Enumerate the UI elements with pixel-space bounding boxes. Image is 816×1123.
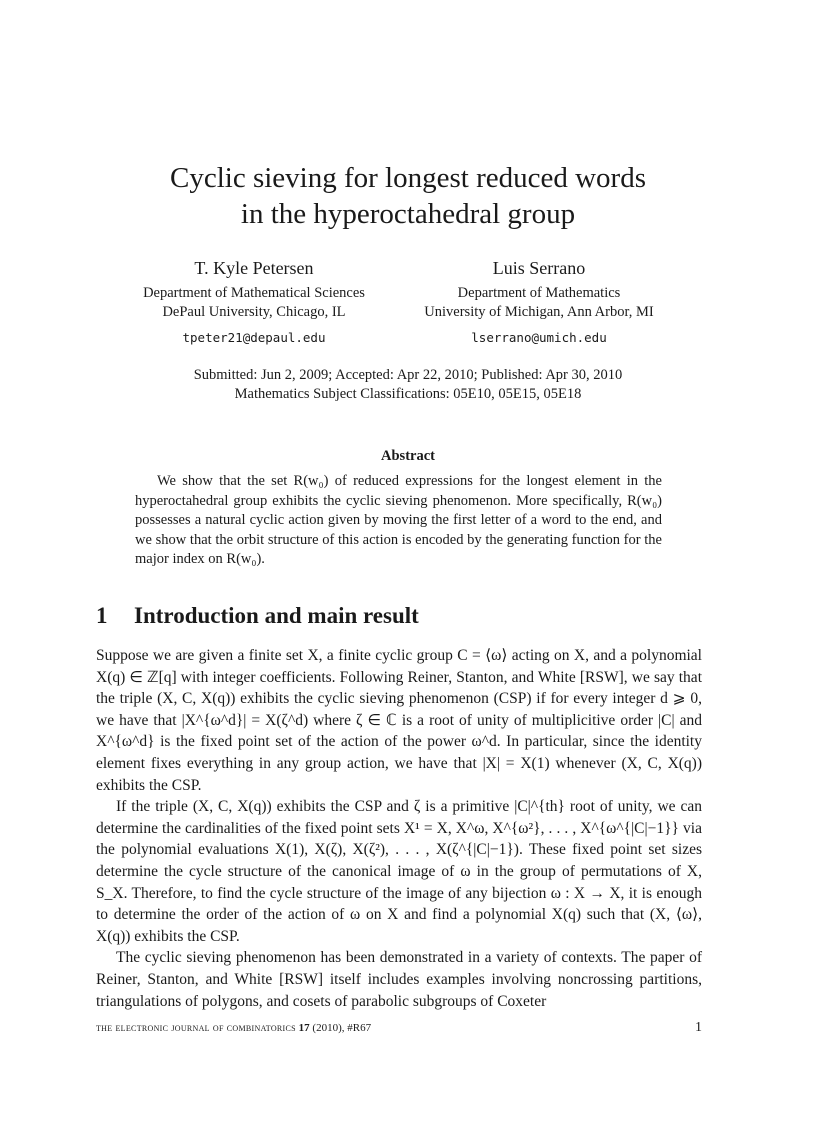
author-petersen xyxy=(104,256,404,345)
subject-classifications: Mathematics Subject Classifications: 05E10, 05E15, 05E18 xyxy=(234,386,582,402)
abstract-heading: Abstract xyxy=(381,448,435,464)
journal-issue: (2010), #R67 xyxy=(312,1022,372,1034)
page-number: 1 xyxy=(695,1020,702,1035)
author-email[interactable]: tpeter21@depaul.edu xyxy=(182,330,326,345)
author-serrano xyxy=(389,256,689,345)
page-footer xyxy=(96,1022,702,1034)
author-inst: DePaul University, Chicago, IL xyxy=(162,304,346,320)
author-name: T. Kyle Petersen xyxy=(194,258,314,278)
paragraph: The cyclic sieving phenomenon has been demonstrated in a variety of contexts. The paper of Reiner, Stanton, and White [RSW] itself includes examples involving noncrossing partitions, triangulations of polygons, and cosets of parabolic subgroups of Coxeter xyxy=(96,949,702,1010)
section-heading xyxy=(96,603,720,629)
journal-name: the electronic journal of combinatorics xyxy=(96,1022,296,1034)
abstract-text: We show that the set R(w₀) of reduced expressions for the longest element in the hyperoctahedral group exhibits the cyclic sieving phenomenon. More specifically, R(w₀) possesses a natural cyclic action given by moving the first letter of a word to the end, and we show that the orbit structure of this action is encoded by the generating function for the major index on R(w₀). xyxy=(135,473,662,567)
author-affiliation xyxy=(104,284,404,322)
author-email[interactable]: lserrano@umich.edu xyxy=(471,330,607,345)
submission-dates: Submitted: Jun 2, 2009; Accepted: Apr 22, 2010; Published: Apr 30, 2010 xyxy=(193,367,623,383)
author-affiliation xyxy=(389,284,689,322)
author-inst: University of Michigan, Ann Arbor, MI xyxy=(424,304,654,320)
author-dept: Department of Mathematics xyxy=(457,285,621,301)
author-name: Luis Serrano xyxy=(492,258,586,278)
body-text xyxy=(96,645,702,1012)
paragraph: Suppose we are given a finite set X, a finite cyclic group C = ⟨ω⟩ acting on X, and a polynomial X(q) ∈ ℤ[q] with integer coefficients. Following Reiner, Stanton, and White [RSW], we say that the triple (X, C, X(q)) exhibits the cyclic sieving phenomenon (CSP) if for every integer d ⩾ 0, we have that |X^{ω^d}| = X(ζ^d) where ζ ∈ ℂ is a root of unity of multiplicitive order |C| and X^{ω^d} is the fixed point set of the action of the power ω^d. In particular, since the identity element fixes everything in any group action, we have that |X| = X(1) whenever (X, C, X(q)) exhibits the CSP. xyxy=(96,647,702,794)
title-line-2: in the hyperoctahedral group xyxy=(240,198,576,230)
paragraph: If the triple (X, C, X(q)) exhibits the CSP and ζ is a primitive |C|^{th} root of unity, we can determine the cardinalities of the fixed point sets X¹ = X, X^ω, X^{ω²}, . . . , X^{ω^{|C|−1}} via the polynomial evaluations X(1), X(ζ), X(ζ²), . . . , X(ζ^{|C|−1}). These fixed point set sizes determine the cycle structure of the canonical image of ω in the group of permutations of X, S_X. Therefore, to find the cycle structure of the image of any bijection ω : X → X, it is enough to determine the order of the action of ω on X and find a polynomial X(q) such that (X, ⟨ω⟩, X(q)) exhibits the CSP. xyxy=(96,798,702,945)
section-number: 1 xyxy=(96,603,108,628)
paper-title xyxy=(0,160,816,232)
journal-volume: 17 xyxy=(298,1022,310,1034)
publication-info xyxy=(0,366,816,404)
author-dept: Department of Mathematical Sciences xyxy=(143,285,365,301)
section-title: Introduction and main result xyxy=(134,603,419,628)
title-line-1: Cyclic sieving for longest reduced words xyxy=(170,162,646,194)
